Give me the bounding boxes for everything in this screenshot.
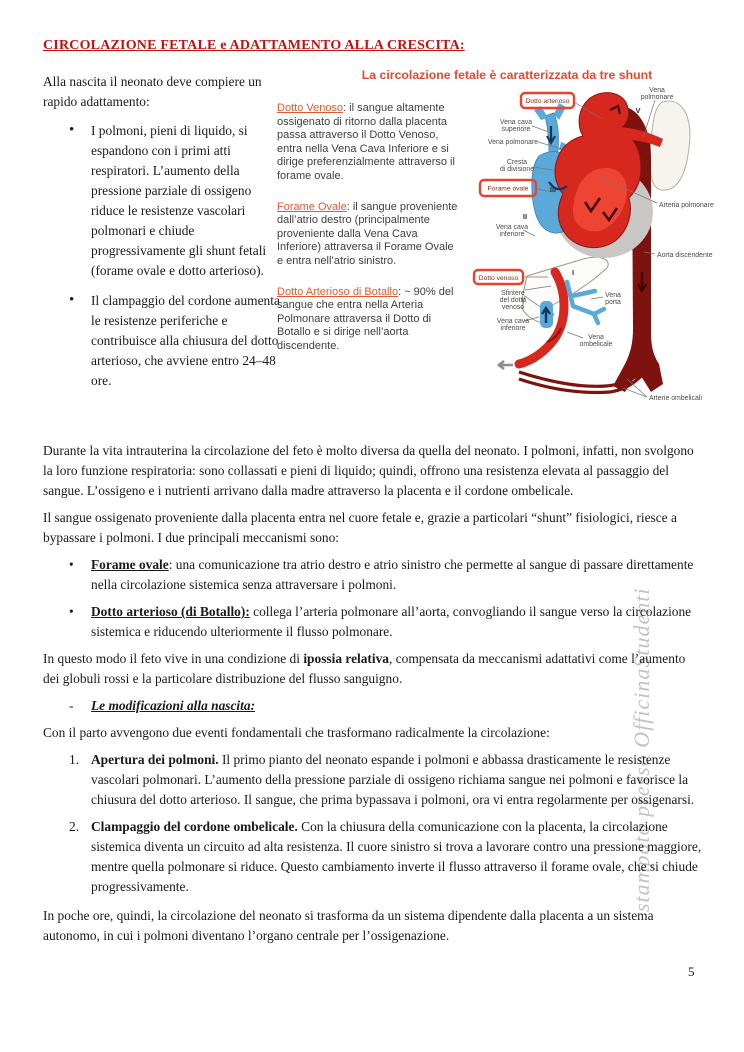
svg-text:II: II xyxy=(522,212,528,221)
svg-text:venoso: venoso xyxy=(501,304,525,311)
note-forame-ovale xyxy=(277,201,459,269)
note-dotto-venoso xyxy=(277,102,459,184)
svg-text:Arterie ombelicali: Arterie ombelicali xyxy=(649,395,702,402)
svg-text:inferiore: inferiore xyxy=(500,325,526,332)
paragraph: In poche ore, quindi, la circolazione del neonato si trasforma da un sistema dipendente dalla placenta a un sistema autonomo, in cui i polmoni diventano l’organo centrale per l’ossigenazione. xyxy=(43,908,654,943)
svg-text:Cresta: Cresta xyxy=(506,159,528,166)
svg-text:inferiore: inferiore xyxy=(499,231,525,238)
svg-text:del dotto: del dotto xyxy=(499,297,527,304)
svg-text:Vena: Vena xyxy=(649,87,665,94)
lung-shape xyxy=(650,101,690,190)
watermark-text: stampato presso OfficinaStudenti xyxy=(629,587,654,912)
bold-phrase: ipossia relativa xyxy=(303,651,390,666)
svg-text:III: III xyxy=(549,185,557,194)
page-number: 5 xyxy=(688,964,695,979)
numbered-step-2 xyxy=(43,817,704,897)
paragraph-text: In questo modo il feto vive in una condizione di xyxy=(43,651,304,666)
bullet-marker: • xyxy=(69,557,74,572)
svg-text:Vena polmonare: Vena polmonare xyxy=(487,139,539,146)
intro-bullet-list xyxy=(43,121,281,391)
shunt-text: collega l’arteria polmonare all’aorta, convogliando il sangue verso la circolazione sistemica e riducendo ulteriormente il flusso polmonare. xyxy=(91,604,692,639)
svg-text:V: V xyxy=(635,106,641,115)
paragraph: Durante la vita intrauterina la circolazione del feto è molto diversa da quella del neonato. I polmoni, infatti, non svolgono la loro funzione respiratoria: sono collassati e pieni di liquido; quindi, offrono una resistenza elevata al passaggio del sangue. L’ossigeno e i nutrienti arrivano dalla madre attraverso la placenta e il cordone ombelicale. xyxy=(43,443,694,498)
shunt-text: : una comunicazione tra atrio destro e atrio sinistro che permette al sangue di passare direttamente nella circolazione sistemica senza attraversare i polmoni. xyxy=(91,557,694,592)
note-term: Forame Ovale xyxy=(277,200,347,213)
note-text: : ~ 90% del sangue che entra nella Arteria Polmonare attraversa il Dotto di Botallo e si dirige nell’aorta discendente. xyxy=(277,285,454,352)
svg-text:Vena: Vena xyxy=(588,334,604,341)
number-marker: 1. xyxy=(69,752,80,767)
body-text xyxy=(43,441,704,953)
heart-diagram xyxy=(455,80,740,420)
subheading-modificazioni xyxy=(43,696,704,716)
note-dotto-arterioso xyxy=(277,286,459,354)
step-term: Clampaggio del cordone ombelicale. xyxy=(91,819,298,834)
note-text: : il sangue altamente ossigenato di ritorno dalla placenta passa attraverso il Dotto Venoso, entra nella Vena Cava Inferiore e si dirige preferenzialmente attraverso il forame ovale. xyxy=(277,102,455,182)
svg-text:I: I xyxy=(571,268,575,277)
numbered-step-1 xyxy=(43,750,704,810)
shunt-bullet-forame-ovale xyxy=(43,555,704,595)
list-item: • Il clampaggio del cordone aumenta le resistenze periferiche e contribuisce alla chiusura del dotto arterioso, che avviene entro 24–48 ore. xyxy=(43,291,281,391)
svg-text:Sfintere: Sfintere xyxy=(501,290,525,297)
paragraph xyxy=(43,649,704,689)
note-text: : il sangue proveniente dall’atrio destro (principalmente proveniente dalla Vena Cava Inferiore) attraversa il Forame Ovale e entra nell’atrio sinistro. xyxy=(277,200,458,267)
paragraph: Con il parto avvengono due eventi fondamentali che trasformano radicalmente la circolazione: xyxy=(43,725,550,740)
svg-text:Vena cava: Vena cava xyxy=(499,119,533,126)
step-text: Con la chiusura della comunicazione con la placenta, la circolazione sistemica diventa un circuito ad alta resistenza. Il cuore sinistro si trova a lavorare contro una pressione maggiore, mentre quella polmonare si riduce. Questo cambiamento inverte il flusso attraverso il forame ovale, che si chiude progressivamente. xyxy=(91,819,702,894)
forame-ovale-box-label: Forame ovale xyxy=(487,185,529,193)
intro-lead: Alla nascita il neonato deve compiere un rapido adattamento: xyxy=(43,74,262,109)
shunt-term: Forame ovale xyxy=(91,557,169,572)
figure-title: La circolazione fetale è caratterizzata da tre shunt xyxy=(361,68,653,82)
svg-text:Vena cava: Vena cava xyxy=(495,224,529,231)
list-item: • I polmoni, pieni di liquido, si espandono con i primi atti respiratori. L’aumento della pressione parziale di ossigeno riduce le resistenze vascolari polmonari e chiude progressivamente gli shunt fetali (forame ovale e dotto arterioso). xyxy=(43,121,281,281)
note-term: Dotto Arterioso di Botallo xyxy=(277,285,399,298)
svg-text:Aorta discendente: Aorta discendente xyxy=(657,252,713,259)
svg-text:polmonare: polmonare xyxy=(640,94,674,101)
subheading-label: Le modificazioni alla nascita: xyxy=(91,698,256,713)
svg-text:superiore: superiore xyxy=(501,126,531,133)
intro-column xyxy=(43,72,281,401)
shunt-term: Dotto arterioso (di Botallo): xyxy=(91,604,250,619)
page-title: CIRCOLAZIONE FETALE e ADATTAMENTO ALLA CRESCITA: xyxy=(43,38,465,53)
svg-text:Arteria polmonare: Arteria polmonare xyxy=(659,202,714,209)
svg-text:ombelicale: ombelicale xyxy=(579,341,613,348)
shunt-bullet-dotto-arterioso xyxy=(43,602,704,642)
cord-clamp xyxy=(499,361,513,369)
bullet-marker: • xyxy=(69,604,74,619)
step-text: Il primo pianto del neonato espande i polmoni e abbassa drasticamente le resistenze vascolari polmonari. L’aumento della pressione parziale di ossigeno richiama sangue nei polmoni e favorisce la chiusura del dotto arterioso. Il sangue, che prima bypassava i polmoni, ora vi entra regolarmente per ossigenarsi. xyxy=(91,752,695,807)
figure-notes xyxy=(277,102,459,371)
fetal-circulation-figure xyxy=(271,62,743,422)
dotto-arterioso-box-label: Dotto arterioso xyxy=(525,98,570,105)
number-marker: 2. xyxy=(69,819,80,834)
step-term: Apertura dei polmoni. xyxy=(91,752,219,767)
svg-text:Vena: Vena xyxy=(605,292,621,299)
paragraph: Il sangue ossigenato proveniente dalla placenta entra nel cuore fetale e, grazie a particolari “shunt” fisiologici, riesce a bypassare i polmoni. I due principali meccanismi sono: xyxy=(43,510,677,545)
svg-text:porta: porta xyxy=(605,299,621,306)
paragraph-text: , compensata da meccanismi adattativi come l’aumento dei globuli rossi e la particolare distribuzione del flusso sanguigno. xyxy=(43,651,686,686)
dotto-venoso-box-label: Dotto venoso xyxy=(478,275,519,282)
dash-marker: - xyxy=(69,698,74,713)
svg-text:Vena cava: Vena cava xyxy=(496,318,530,325)
note-term: Dotto Venoso xyxy=(277,102,344,114)
svg-text:di divisione: di divisione xyxy=(499,166,535,173)
